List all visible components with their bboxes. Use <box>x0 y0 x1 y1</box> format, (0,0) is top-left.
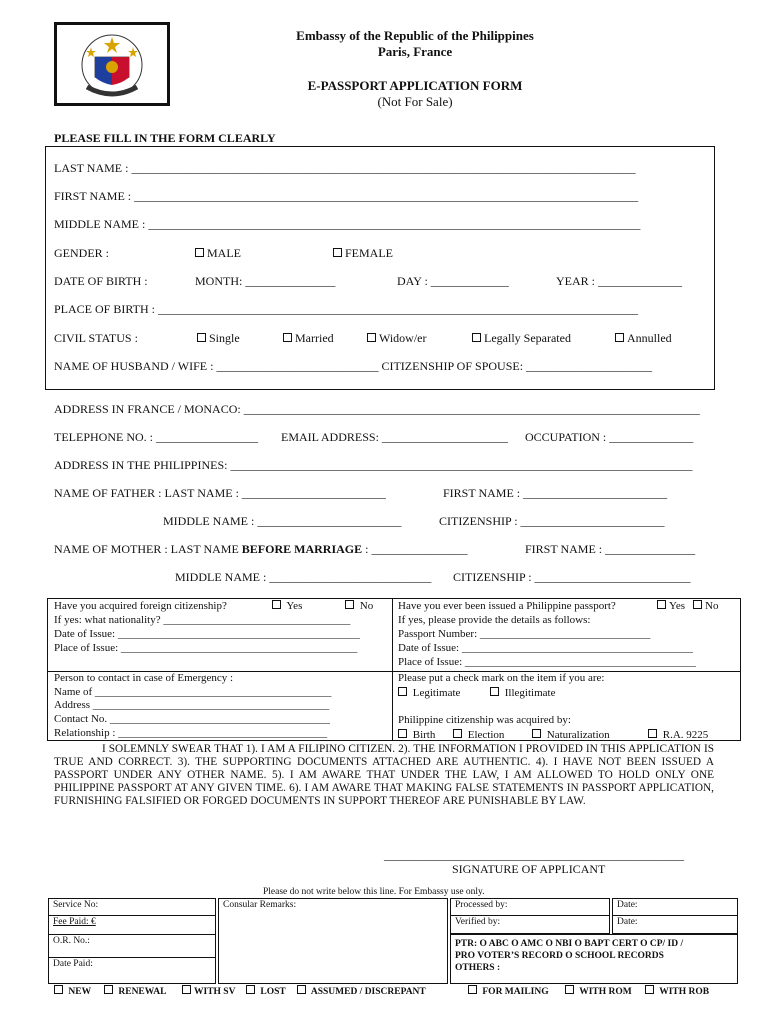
passport-no-option[interactable] <box>693 600 718 612</box>
checkbox-icon[interactable] <box>468 985 477 994</box>
option-new[interactable] <box>54 985 91 997</box>
address-france-field[interactable]: ADDRESS IN FRANCE / MONACO: ____________________________________________________________________________ <box>54 402 700 416</box>
signature-line[interactable]: __________________________________________________ <box>384 848 684 862</box>
passport-question-text: Have you ever been issued a Philippine passport? <box>398 600 616 612</box>
passport-no-label: No <box>705 600 719 612</box>
passport-place-field[interactable]: Place of Issue: __________________________________________ <box>398 656 696 668</box>
acquired-ra9225-option[interactable] <box>648 729 708 741</box>
checkbox-icon[interactable] <box>104 985 113 994</box>
form-title: E-PASSPORT APPLICATION FORM <box>307 78 523 93</box>
personal-details-box <box>45 146 715 390</box>
foreign-date-field[interactable]: Date of Issue: ____________________________________________ <box>54 628 360 640</box>
or-no-cell[interactable] <box>48 934 216 958</box>
checkbox-icon[interactable] <box>532 729 541 738</box>
option-for-mailing[interactable] <box>468 985 549 997</box>
date-paid-label: Date Paid: <box>53 959 93 969</box>
civil-widow-option[interactable] <box>367 331 427 346</box>
checkbox-icon[interactable] <box>398 687 407 696</box>
option-lost[interactable] <box>246 985 286 997</box>
checkbox-icon[interactable] <box>490 687 499 696</box>
option-with-rob-label: WITH ROB <box>659 987 710 997</box>
processed-date-label: Date: <box>617 900 638 910</box>
verified-by-cell[interactable] <box>450 915 610 934</box>
passport-number-field[interactable]: Passport Number: _______________________________ <box>398 628 651 640</box>
acquired-birth-label: Birth <box>412 729 436 741</box>
oath-statement <box>54 743 714 808</box>
civil-married-label: Married <box>295 331 334 345</box>
civil-separated-option[interactable] <box>472 331 571 346</box>
acquired-election-option[interactable] <box>453 729 504 741</box>
mother-last-name-blank: : ________________ <box>362 542 468 556</box>
passport-yes-label: Yes <box>669 600 686 612</box>
acquired-election-label: Election <box>467 729 505 741</box>
checkbox-icon[interactable] <box>345 600 354 609</box>
checkbox-icon[interactable] <box>398 729 407 738</box>
acquired-ra9225-label: R.A. 9225 <box>662 729 709 741</box>
processed-by-cell[interactable] <box>450 898 610 916</box>
father-citizenship-field[interactable]: CITIZENSHIP : ________________________ <box>439 514 665 528</box>
dob-label: DATE OF BIRTH : <box>54 274 148 288</box>
option-lost-label: LOST <box>260 987 286 997</box>
gender-female-option[interactable] <box>333 246 393 261</box>
civil-annulled-label: Annulled <box>627 331 672 345</box>
option-renewal[interactable] <box>104 985 166 997</box>
legitimate-label: Legitimate <box>412 687 461 699</box>
or-no-label: O.R. No.: <box>53 936 90 946</box>
dob-month-field[interactable]: MONTH: _______________ <box>195 274 336 288</box>
civil-separated-label: Legally Separated <box>484 331 571 345</box>
foreign-question-text: Have you acquired foreign citizenship? <box>54 600 227 612</box>
emergency-contact-field[interactable]: Contact No. ________________________________________ <box>54 713 330 725</box>
checkbox-icon[interactable] <box>283 333 292 342</box>
email-field[interactable]: EMAIL ADDRESS: _____________________ <box>281 430 508 444</box>
checkbox-icon[interactable] <box>472 333 481 342</box>
mother-citizenship-field[interactable]: CITIZENSHIP : __________________________ <box>453 570 691 584</box>
checkbox-icon[interactable] <box>246 985 255 994</box>
option-assumed-label: ASSUMED / DISCREPANT <box>310 987 426 997</box>
middle-name-field[interactable]: MIDDLE NAME : __________________________________________________________________________________ <box>54 217 641 231</box>
dob-year-field[interactable]: YEAR : ______________ <box>556 274 682 288</box>
foreign-citizenship-question <box>54 600 227 612</box>
father-last-name-field[interactable]: NAME OF FATHER : LAST NAME : ________________________ <box>54 486 386 500</box>
first-name-field[interactable]: FIRST NAME : ____________________________________________________________________________________ <box>54 189 639 203</box>
emergency-title: Person to contact in case of Emergency : <box>54 672 234 684</box>
ptr-line-2: PRO VOTER’S RECORD O SCHOOL RECORDS <box>455 951 664 961</box>
checkbox-icon[interactable] <box>272 600 281 609</box>
father-first-name-field[interactable]: FIRST NAME : ________________________ <box>443 486 668 500</box>
option-with-rom[interactable] <box>565 985 632 997</box>
gender-label: GENDER : <box>54 246 109 260</box>
mother-last-name-field[interactable] <box>54 542 467 557</box>
checkbox-icon[interactable] <box>615 333 624 342</box>
embassy-location: Paris, France <box>377 44 453 59</box>
passport-date-field[interactable]: Date of Issue: __________________________________________ <box>398 642 693 654</box>
acquired-birth-option[interactable] <box>398 729 435 741</box>
gender-male-option[interactable] <box>195 246 241 261</box>
mother-middle-name-field[interactable]: MIDDLE NAME : ___________________________ <box>175 570 432 584</box>
checkbox-icon[interactable] <box>195 248 204 257</box>
mother-last-name-label: NAME OF MOTHER : LAST NAME <box>54 542 242 556</box>
ptr-line-1: PTR: O ABC O AMC O NBI O BAPT CERT O CP/ ID / <box>455 939 684 949</box>
passport-yes-option[interactable] <box>657 600 685 612</box>
consular-remarks-label: Consular Remarks: <box>223 900 297 910</box>
place-of-birth-field[interactable]: PLACE OF BIRTH : ________________________________________________________________________________ <box>54 302 638 316</box>
verified-date-label: Date: <box>617 917 638 927</box>
option-with-sv[interactable] <box>182 985 235 997</box>
fee-paid-label: Fee Paid: € <box>53 917 96 927</box>
civil-status-label: CIVIL STATUS : <box>54 331 138 345</box>
father-middle-name-field[interactable]: MIDDLE NAME : ________________________ <box>163 514 402 528</box>
foreign-no-option[interactable] <box>345 600 373 612</box>
ptr-cell[interactable] <box>450 934 738 984</box>
foreign-nationality-field[interactable]: If yes: what nationality? __________________________________ <box>54 614 351 626</box>
acquired-naturalization-option[interactable] <box>532 729 610 741</box>
emergency-relationship-field[interactable]: Relationship : ______________________________________ <box>54 727 328 739</box>
service-no-cell[interactable] <box>48 898 216 916</box>
ptr-line-3: OTHERS : <box>455 963 501 973</box>
emergency-name-field[interactable]: Name of ___________________________________________ <box>54 686 332 698</box>
foreign-no-label: No <box>359 600 374 612</box>
occupation-field[interactable]: OCCUPATION : ______________ <box>525 430 694 444</box>
foreign-yes-option[interactable] <box>272 600 302 612</box>
embassy-use-note: Please do not write below this line. For Embassy use only. <box>263 887 485 897</box>
fee-paid-cell[interactable] <box>48 915 216 935</box>
illegitimate-option[interactable] <box>490 687 555 699</box>
civil-married-option[interactable] <box>283 331 334 346</box>
option-with-rob[interactable] <box>645 985 709 997</box>
telephone-field[interactable]: TELEPHONE NO. : _________________ <box>54 430 258 444</box>
processed-by-label: Processed by: <box>455 900 508 910</box>
option-for-mailing-label: FOR MAILING <box>482 987 549 997</box>
checkbox-icon[interactable] <box>333 248 342 257</box>
foreign-yes-label: Yes <box>286 600 303 612</box>
legitimate-option[interactable] <box>398 687 460 699</box>
spouse-field[interactable]: NAME OF HUSBAND / WIFE : ___________________________ CITIZENSHIP OF SPOUSE: _____________________ <box>54 359 653 373</box>
checkbox-icon[interactable] <box>197 333 206 342</box>
option-new-label: NEW <box>68 987 92 997</box>
fill-instructions: PLEASE FILL IN THE FORM CLEARLY <box>54 131 276 145</box>
checkbox-icon[interactable] <box>453 729 462 738</box>
checkbox-icon[interactable] <box>645 985 654 994</box>
last-name-field[interactable]: LAST NAME : ____________________________________________________________________________________ <box>54 161 636 175</box>
checkbox-icon[interactable] <box>367 333 376 342</box>
acquired-naturalization-label: Naturalization <box>546 729 610 741</box>
checkbox-icon[interactable] <box>297 985 306 994</box>
gender-male-label: MALE <box>207 246 241 260</box>
illegitimate-label: Illegitimate <box>504 687 556 699</box>
embassy-name: Embassy of the Republic of the Philippines <box>296 28 534 43</box>
checkbox-icon[interactable] <box>565 985 574 994</box>
embassy-seal-frame <box>54 22 170 106</box>
option-with-rom-label: WITH ROM <box>579 987 632 997</box>
address-philippines-field[interactable]: ADDRESS IN THE PHILIPPINES: _____________________________________________________________________________ <box>54 458 693 472</box>
philippine-seal-icon <box>57 25 167 103</box>
gender-female-label: FEMALE <box>345 246 393 260</box>
civil-single-option[interactable] <box>197 331 240 346</box>
civil-widow-label: Widow/er <box>379 331 427 345</box>
before-marriage-label: BEFORE MARRIAGE <box>241 542 363 556</box>
signature-label: SIGNATURE OF APPLICANT <box>452 862 606 876</box>
dob-day-field[interactable]: DAY : _____________ <box>397 274 509 288</box>
checkbox-icon[interactable] <box>648 729 657 738</box>
checkmark-title: Please put a check mark on the item if you are: <box>398 672 605 684</box>
verified-by-label: Verified by: <box>455 917 501 927</box>
checkbox-icon[interactable] <box>693 600 702 609</box>
foreign-place-field[interactable]: Place of Issue: ___________________________________________ <box>54 642 358 654</box>
option-assumed[interactable] <box>297 985 426 997</box>
date-paid-cell[interactable] <box>48 957 216 984</box>
civil-annulled-option[interactable] <box>615 331 672 346</box>
verified-date-cell[interactable] <box>612 915 738 934</box>
option-with-sv-label: WITH SV <box>194 987 236 997</box>
passport-question <box>398 600 616 612</box>
civil-single-label: Single <box>209 331 240 345</box>
option-renewal-label: RENEWAL <box>118 987 167 997</box>
citizenship-acquired-label: Philippine citizenship was acquired by: <box>398 714 571 726</box>
checkbox-icon[interactable] <box>657 600 666 609</box>
consular-remarks-cell[interactable] <box>218 898 448 984</box>
passport-details-note: If yes, please provide the details as follows: <box>398 614 591 626</box>
oath-text: I SOLEMNLY SWEAR THAT 1). I AM A FILIPINO CITIZEN. 2). THE INFORMATION I PROVIDED IN THIS APPLICATION IS TRUE AND CORRECT. 3). THE SUPPORTING DOCUMENTS ATTACHED ARE AUTHENTIC. 4). I HAVE NOT BEEN ISSUED A PASSPORT UNDER ANY OTHER NAME. 5). I AM AWARE THAT UNDER THE LAW, I AM ALLOWED TO HOLD ONLY ONE PHILIPPINE PASSPORT AT ANY GIVEN TIME. 6). I AM AWARE THAT MAKING FALSE STATEMENTS IN PASSPORT APPLICATION, FURNISHING FALSIFIED OR FORGED DOCUMENTS IN SUPPORT THEREOF ARE PUNISHABLE BY LAW. <box>54 743 714 807</box>
checkbox-icon[interactable] <box>182 985 191 994</box>
mother-first-name-field[interactable]: FIRST NAME : _______________ <box>525 542 696 556</box>
service-no-label: Service No: <box>53 900 99 910</box>
emergency-address-field[interactable]: Address ___________________________________________ <box>54 699 330 711</box>
processed-date-cell[interactable] <box>612 898 738 916</box>
checkbox-icon[interactable] <box>54 985 63 994</box>
form-subtitle: (Not For Sale) <box>377 94 453 109</box>
